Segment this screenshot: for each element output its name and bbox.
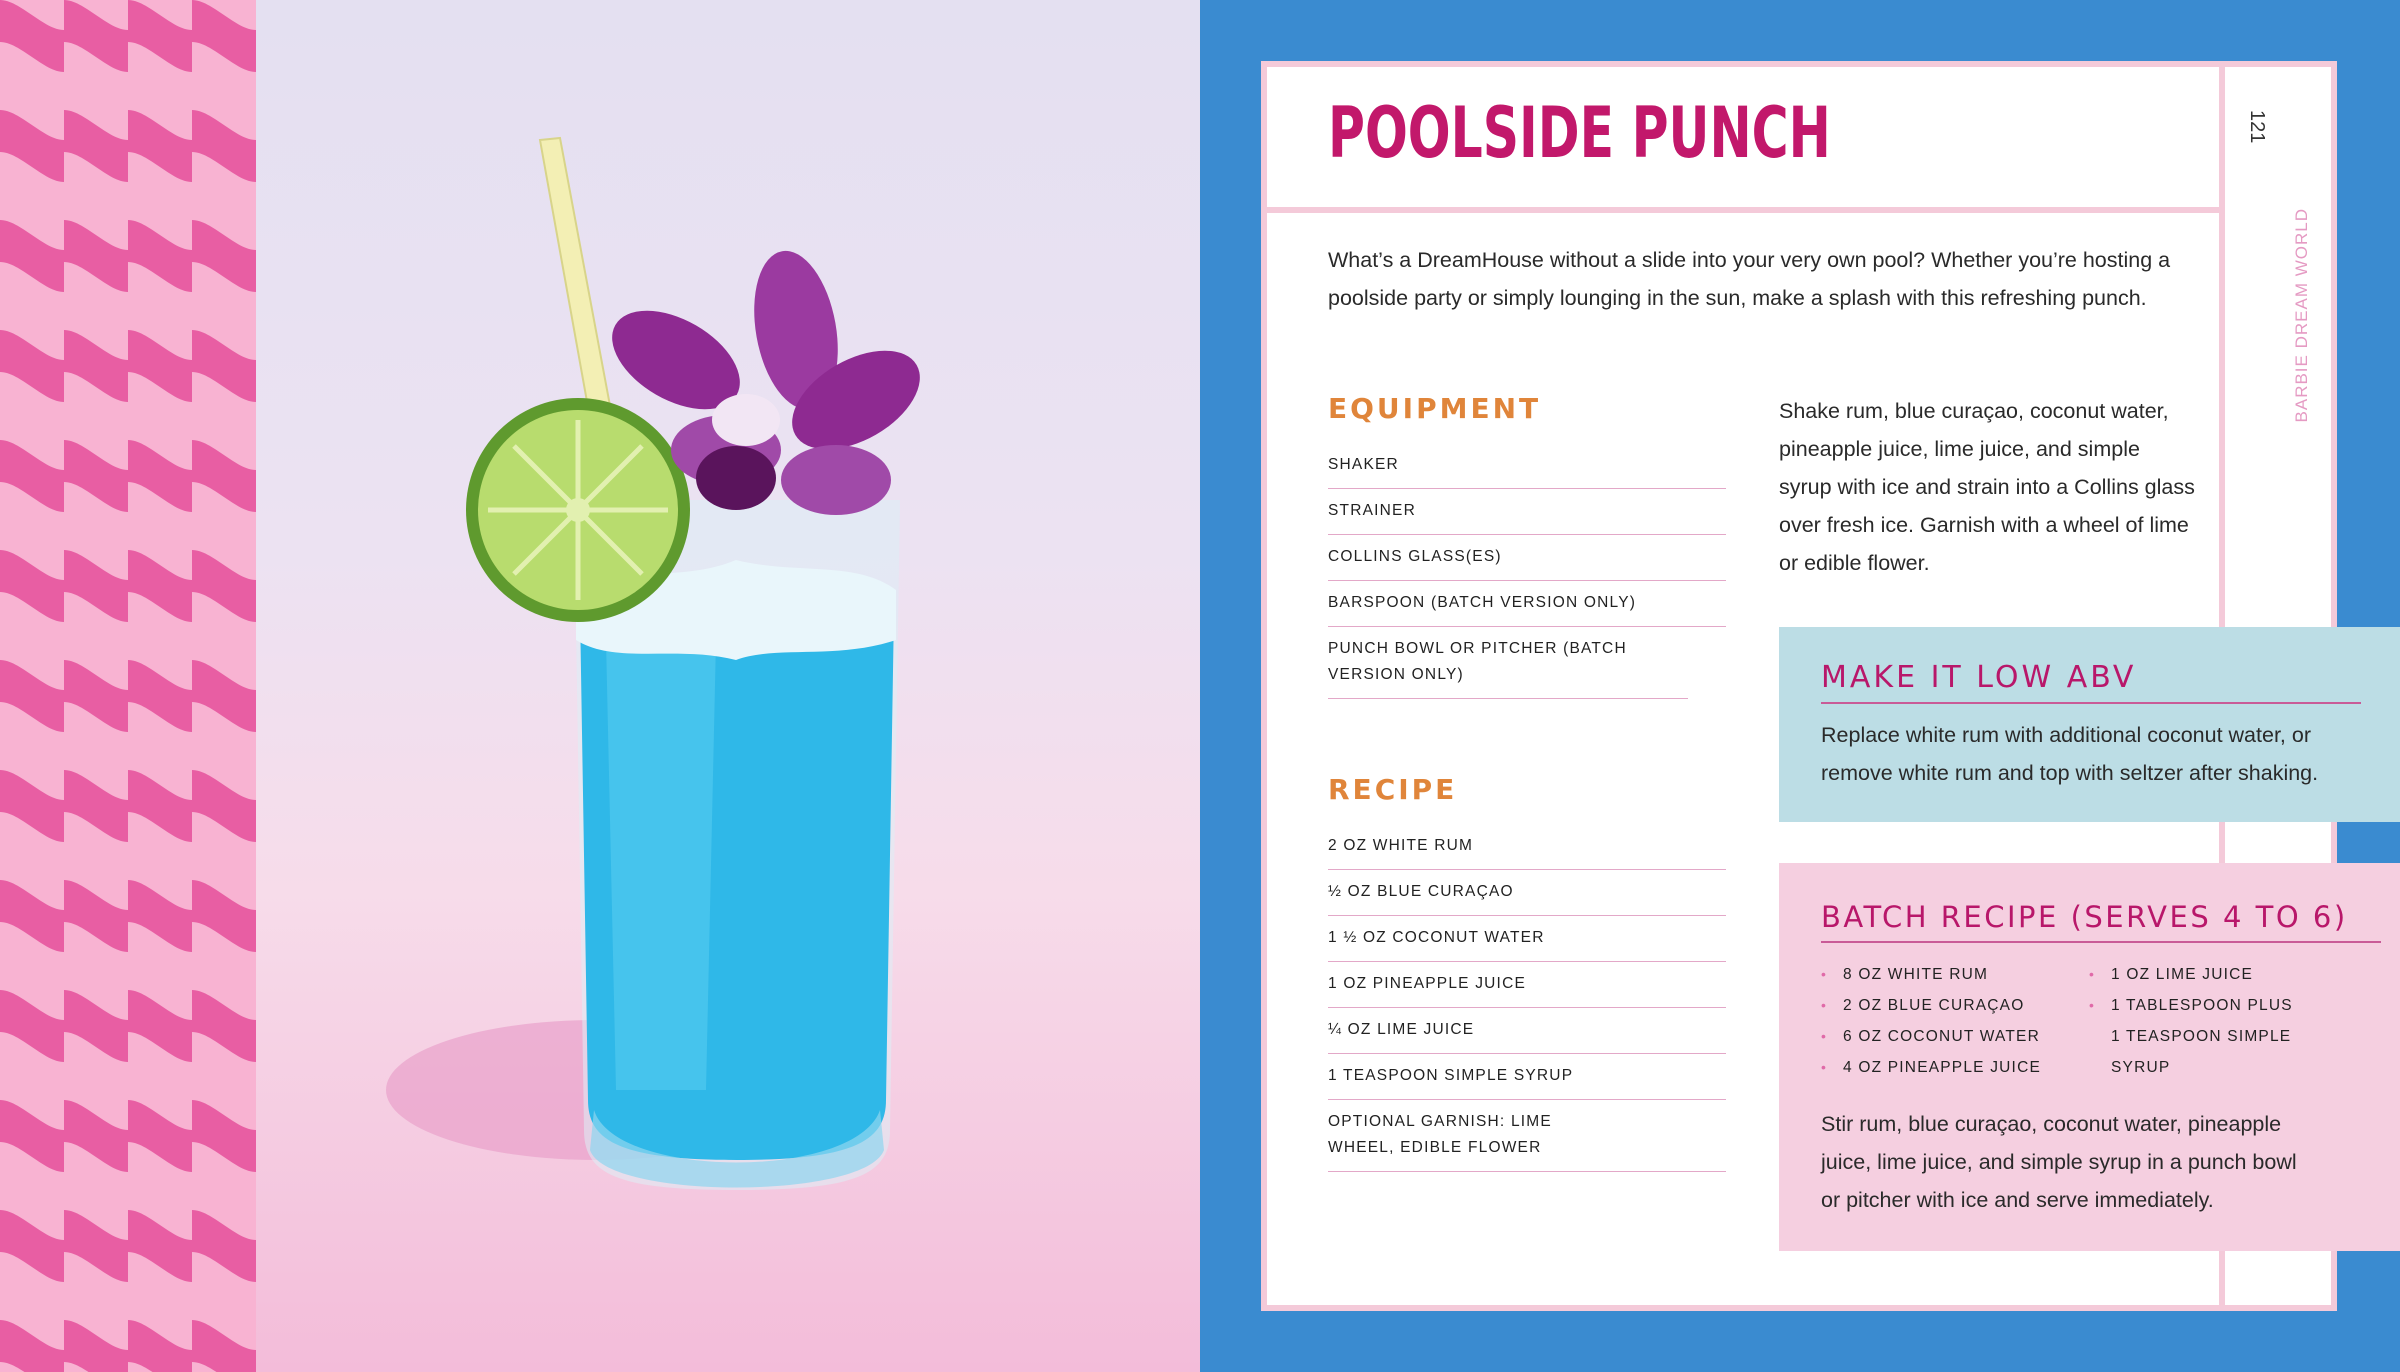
wave-pattern-strip xyxy=(0,0,256,1372)
running-head: BARBIE DREAM WORLD xyxy=(2292,208,2311,423)
list-item: • 2 OZ BLUE CURAÇAO xyxy=(1821,990,2041,1021)
equipment-heading: EQUIPMENT xyxy=(1328,392,1542,425)
list-item: 1 OZ PINEAPPLE JUICE xyxy=(1328,962,1726,1008)
batch-recipe-box xyxy=(1779,863,2348,1251)
recipe-title: POOLSIDE PUNCH xyxy=(1328,92,1831,174)
divider xyxy=(1821,941,2381,943)
batch-list-col1 xyxy=(1821,959,2041,1083)
list-item: • 8 OZ WHITE RUM xyxy=(1821,959,2041,990)
divider xyxy=(1821,702,2361,704)
list-item: • 4 OZ PINEAPPLE JUICE xyxy=(1821,1052,2041,1083)
low-abv-heading: MAKE IT LOW ABV xyxy=(1821,660,2137,695)
page-number: 121 xyxy=(2246,110,2268,144)
equipment-list xyxy=(1328,443,1726,699)
list-item: ¼ OZ LIME JUICE xyxy=(1328,1008,1726,1054)
list-item: SYRUP xyxy=(2111,1059,2171,1076)
list-item: SHAKER xyxy=(1328,443,1726,489)
list-item: • 1 OZ LIME JUICE xyxy=(2089,959,2293,990)
list-item: BARSPOON (BATCH VERSION ONLY) xyxy=(1328,581,1726,627)
list-item: 1 TEASPOON SIMPLE SYRUP xyxy=(1328,1054,1726,1100)
recipe-method: Shake rum, blue curaçao, coconut water, pineapple juice, lime juice, and simple syrup with ice and strain into a Collins glass over fresh ice. Garnish with a wheel of lime or edible flower. xyxy=(1779,399,2195,575)
wave-pattern xyxy=(0,0,256,1372)
list-item: OPTIONAL GARNISH: LIME WHEEL, EDIBLE FLOWER xyxy=(1328,1100,1726,1172)
list-item: COLLINS GLASS(ES) xyxy=(1328,535,1726,581)
low-abv-box xyxy=(1779,627,2400,822)
list-item: PUNCH BOWL OR PITCHER (BATCH VERSION ONLY) xyxy=(1328,627,1688,699)
low-abv-text: Replace white rum with additional coconut water, or remove white rum and top with seltzer after shaking. xyxy=(1821,723,2319,785)
batch-list-col2 xyxy=(2089,959,2293,1083)
list-item: STRAINER xyxy=(1328,489,1726,535)
list-item: • 1 TABLESPOON PLUS xyxy=(2089,990,2293,1021)
list-item: 1 TEASPOON SIMPLE xyxy=(2111,1028,2292,1045)
list-item: • 6 OZ COCONUT WATER xyxy=(1821,1021,2041,1052)
cocktail-photo xyxy=(256,0,1200,1372)
list-item: ½ OZ BLUE CURAÇAO xyxy=(1328,870,1726,916)
list-item: 1 ½ OZ COCONUT WATER xyxy=(1328,916,1726,962)
ingredient-list xyxy=(1328,824,1726,1172)
recipe-heading: RECIPE xyxy=(1328,773,1458,806)
batch-heading: BATCH RECIPE (SERVES 4 TO 6) xyxy=(1821,900,2348,934)
batch-text: Stir rum, blue curaçao, coconut water, pineapple juice, lime juice, and simple syrup in a punch bowl or pitcher with ice and serve immediately. xyxy=(1821,1112,2297,1212)
recipe-intro: What’s a DreamHouse without a slide into your very own pool? Whether you’re hosting a poolside party or simply lounging in the sun, make a splash with this refreshing punch. xyxy=(1328,248,2171,310)
list-item: 2 OZ WHITE RUM xyxy=(1328,824,1726,870)
